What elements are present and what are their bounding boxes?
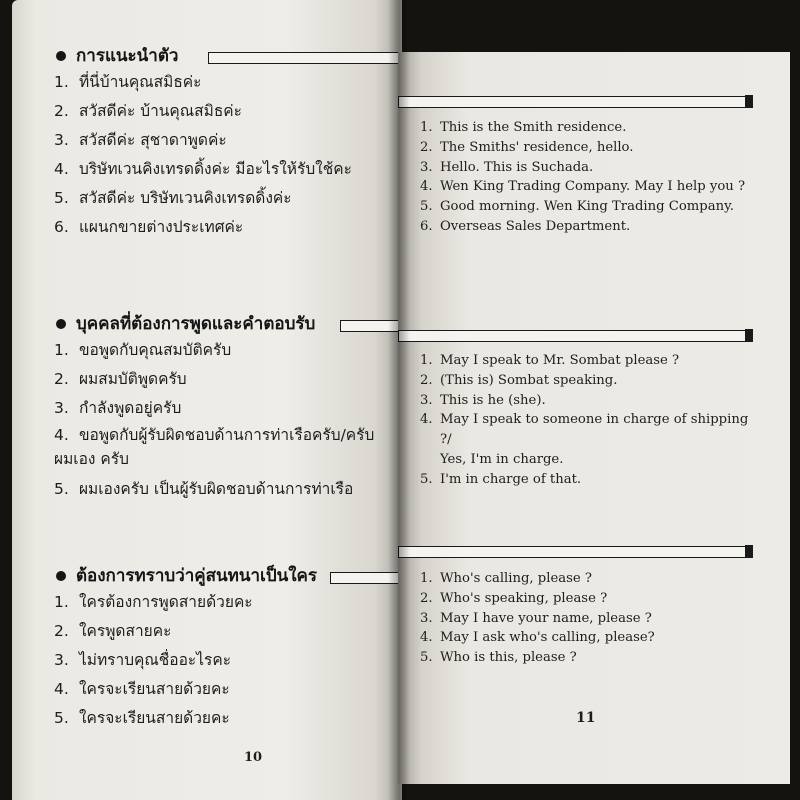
list-item: 2. ผมสมบัติพูดครับ	[54, 370, 187, 388]
page-number: 10	[244, 750, 263, 765]
list-item: 3. ไม่ทราบคุณชื่ออะไรคะ	[54, 651, 232, 669]
list-item: 3. Hello. This is Suchada.	[420, 159, 594, 175]
list-item: 5. ผมเองครับ เป็นผู้รับผิดชอบด้านการท่าเรือ	[54, 480, 354, 498]
list-item: 4. บริษัทเวนคิงเทรดดิ้งค่ะ มีอะไรให้รับใช้คะ	[54, 160, 352, 178]
section-divider-bar	[208, 52, 402, 64]
list-item: 1. Who's calling, please ?	[420, 571, 592, 586]
section-divider-bar	[398, 96, 752, 108]
list-item: 2. The Smiths' residence, hello.	[420, 139, 634, 155]
section-heading-caller-and-reply	[56, 310, 315, 337]
left-page	[12, 0, 402, 800]
list-item: 5. Who is this, please ?	[420, 650, 577, 666]
heading-text: บุคคลที่ต้องการพูดและคำตอบรับ	[76, 314, 316, 334]
bullet-icon	[56, 571, 66, 581]
list-item: 6. Overseas Sales Department.	[420, 218, 631, 234]
list-item: 2. ใครพูดสายคะ	[54, 622, 172, 640]
page-number: 11	[576, 710, 596, 726]
bullet-icon	[56, 319, 66, 329]
list-item: 4. Wen King Trading Company. May I help you ?	[420, 179, 746, 195]
thai-phrase-list	[54, 588, 253, 733]
list-item: 5. ใครจะเรียนสายด้วยคะ	[54, 709, 230, 727]
heading-text: ต้องการทราบว่าคู่สนทนาเป็นใคร	[76, 566, 318, 586]
list-item: 1. ที่นี่บ้านคุณสมิธค่ะ	[54, 73, 202, 91]
list-item: 4. ขอพูดกับผู้รับผิดชอบด้านการท่าเรือครับ/ครับ ผมเอง ครับ	[54, 426, 375, 468]
list-item: 1. May I speak to Mr. Sombat please ?	[420, 353, 680, 368]
bullet-icon	[56, 51, 66, 61]
list-item: 3. กำลังพูดอยู่ครับ	[54, 399, 182, 417]
list-item: 1. This is the Smith residence.	[420, 120, 627, 135]
list-item: 4. ใครจะเรียนสายด้วยคะ	[54, 680, 230, 698]
list-item: 5. I'm in charge of that.	[420, 471, 582, 487]
english-phrase-list	[420, 569, 760, 668]
list-item: 5. Good morning. Wen King Trading Company.	[420, 199, 734, 215]
heading-text: การแนะนำตัว	[76, 46, 179, 66]
list-item: 6. แผนกขายต่างประเทศค่ะ	[54, 218, 244, 236]
thai-phrase-list	[54, 336, 384, 504]
section-heading-who-is-calling	[56, 562, 317, 589]
list-item: 2. (This is) Sombat speaking.	[420, 372, 618, 388]
list-item: 2. สวัสดีค่ะ บ้านคุณสมิธค่ะ	[54, 102, 242, 120]
list-item: 1. ขอพูดกับคุณสมบัติครับ	[54, 341, 232, 359]
list-item: 1. ใครต้องการพูดสายด้วยคะ	[54, 593, 253, 611]
list-item: 3. This is he (she).	[420, 392, 546, 408]
english-phrase-list	[420, 118, 760, 237]
list-item: 4. May I speak to someone in charge of shipping ?/	[420, 412, 749, 448]
english-phrase-list	[420, 351, 760, 490]
book-spine-shadow	[388, 0, 410, 800]
list-item: 5. สวัสดีค่ะ บริษัทเวนคิงเทรดดิ้งค่ะ	[54, 189, 292, 207]
section-divider-bar	[398, 546, 752, 558]
section-divider-bar	[398, 330, 752, 342]
thai-phrase-list	[54, 68, 352, 242]
list-item: 3. สวัสดีค่ะ สุชาดาพูดค่ะ	[54, 131, 227, 149]
list-item: 2. Who's speaking, please ?	[420, 590, 608, 606]
section-heading-introduction	[56, 42, 178, 69]
list-item: 3. May I have your name, please ?	[420, 610, 652, 626]
list-item: Yes, I'm in charge.	[440, 451, 564, 467]
right-page	[398, 52, 790, 784]
list-item: 4. May I ask who's calling, please?	[420, 630, 655, 646]
